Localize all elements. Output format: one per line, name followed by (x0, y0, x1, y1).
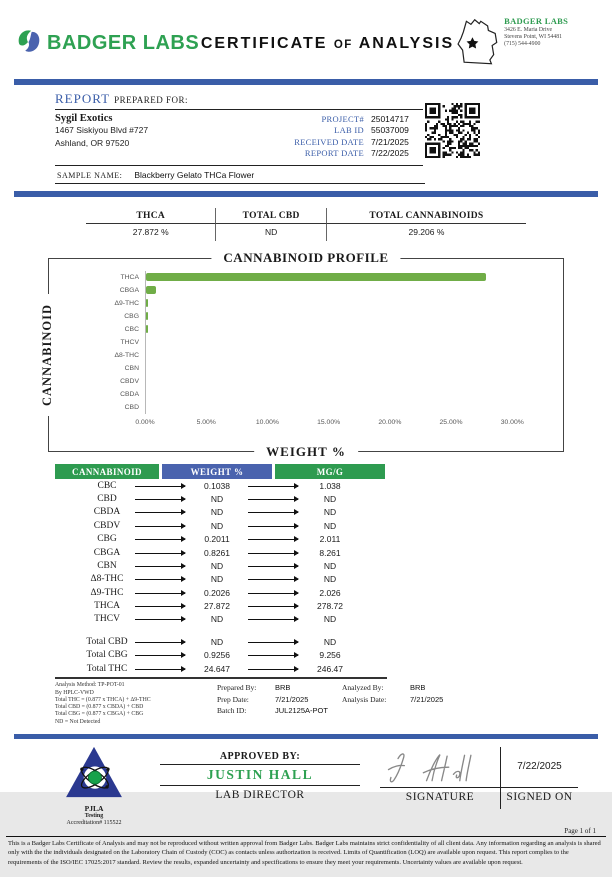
table-row (55, 635, 387, 648)
weight-value: 0.1038 (204, 480, 230, 491)
chart-category-label: CBD (124, 403, 139, 411)
cannabinoid-name: CBGA (93, 547, 121, 558)
mgg-value: 278.72 (317, 601, 343, 612)
chart-bar-row (61, 362, 549, 375)
chart-category-label: CBDA (120, 390, 139, 398)
client-block (55, 113, 148, 160)
chart-bar-track (145, 284, 549, 297)
weight-value: 24.647 (204, 663, 230, 674)
client-address1: 1467 Siskiyou Blvd #727 (55, 125, 149, 135)
table-row (55, 613, 387, 626)
page-number: Page 1 of 1 (564, 827, 596, 836)
arrow-icon (135, 499, 185, 500)
chart-category-label: Δ8-THC (114, 351, 139, 359)
pjla-logo-icon (63, 786, 125, 803)
summary-value-total-cbd: ND (215, 224, 326, 241)
table-gap (55, 626, 387, 635)
report-meta (294, 114, 423, 160)
prepared-by-value: BRB (275, 683, 291, 693)
arrow-icon (248, 499, 298, 500)
arrow-icon (135, 566, 185, 567)
arrow-icon (248, 655, 298, 656)
mgg-value: 9.256 (319, 650, 341, 661)
chart-category-label: CBGA (119, 286, 139, 294)
summary-header-total-cannabinoids: TOTAL CANNABINOIDS (326, 208, 526, 224)
chart-bar-track (145, 271, 549, 284)
stamp-address1: 3426 E. Maria Drive (504, 26, 553, 33)
analysis-date-label: Analysis Date: (341, 694, 387, 704)
mgg-value: 2.011 (319, 534, 341, 545)
approved-by-block (160, 749, 360, 804)
batch-id-value: JUL2125A-POT (275, 705, 328, 715)
chart-tick-label: 25.00% (439, 418, 463, 426)
chart-bar-row (61, 349, 549, 362)
cannabinoid-name: Total CBD (86, 636, 128, 647)
pjla-accreditation-number: Accreditation# 115522 (66, 820, 122, 827)
chart-category-label: CBG (124, 312, 139, 320)
arrow-icon (248, 486, 298, 487)
table-row (55, 479, 387, 492)
cannabinoid-name: CBD (97, 493, 117, 504)
arrow-icon (248, 619, 298, 620)
results-table (55, 464, 387, 679)
prepared-block (217, 682, 328, 725)
report-meta-row (294, 125, 423, 136)
chart-bar-track (145, 362, 549, 375)
chart-bar-track (145, 310, 549, 323)
pjla-name: PJLA (84, 803, 104, 813)
arrow-icon (248, 593, 298, 594)
footnotes (55, 682, 545, 725)
chart-tick-label: 30.00% (500, 418, 524, 426)
chart-x-axis-label: WEIGHT % (254, 444, 358, 460)
chart-title: CANNABINOID PROFILE (211, 250, 400, 266)
cannabinoid-name: CBC (97, 480, 117, 491)
summary-header-total-cbd: TOTAL CBD (215, 208, 326, 224)
chart-bar (146, 312, 148, 320)
chart-tick-label: 5.00% (196, 418, 216, 426)
weight-value: ND (210, 520, 224, 531)
cannabinoid-name: CBG (97, 534, 117, 545)
meta-value: 55037009 (371, 125, 409, 136)
report-meta-row (294, 148, 423, 159)
sample-name-value: Blackberry Gelato THCa Flower (134, 169, 255, 180)
summary-value-thca: 27.872 % (132, 226, 169, 237)
mgg-value: 246.47 (317, 663, 343, 674)
chart-tick-label: 10.00% (255, 418, 279, 426)
footer-rule (6, 836, 606, 837)
report-meta-row (294, 137, 423, 148)
method-note-line: Total CBD = (0.877 x CBDA) + CBD (55, 704, 144, 711)
method-note-line: Analysis Method: TP-POT-01 (55, 682, 125, 689)
summary-table (86, 208, 526, 241)
chart-bar-track (145, 297, 549, 310)
arrow-icon (135, 655, 185, 656)
cannabinoid-name: Δ9-THC (90, 587, 124, 598)
pjla-accreditation-block (48, 745, 140, 828)
title-word-certificate: CERTIFICATE (200, 34, 328, 52)
meta-label: LAB ID (334, 125, 364, 136)
weight-value: ND (210, 614, 224, 625)
badger-leaf-icon (16, 27, 42, 60)
chart-bar-row (61, 284, 549, 297)
weight-value: ND (210, 560, 224, 571)
signature-label: SIGNATURE (380, 788, 501, 809)
mgg-value: ND (323, 493, 337, 504)
cannabinoid-name: THCA (94, 601, 120, 612)
table-row (55, 573, 387, 586)
chart-x-ticks (135, 418, 549, 429)
lab-address-stamp (454, 16, 596, 71)
sample-name-row (55, 166, 425, 184)
arrow-icon (248, 512, 298, 513)
report-section (55, 90, 572, 191)
signature-block (380, 747, 578, 809)
chart-bar (146, 286, 156, 294)
analyzed-block (342, 682, 443, 725)
cannabinoid-name: CBDA (93, 507, 121, 518)
arrow-icon (135, 619, 185, 620)
mgg-value: 8.261 (319, 547, 341, 558)
qr-code (425, 103, 480, 163)
chart-bar-row (61, 375, 549, 388)
chart-bar-track (145, 375, 549, 388)
chart-tick-label: 0.00% (135, 418, 155, 426)
approved-by-label: APPROVED BY: (160, 749, 360, 765)
arrow-icon (248, 526, 298, 527)
arrow-icon (248, 642, 298, 643)
batch-id-label: Batch ID: (217, 705, 247, 715)
chart-bar-track (145, 349, 549, 362)
mgg-value: ND (323, 574, 337, 585)
table-row (55, 559, 387, 572)
header (0, 0, 612, 79)
chart-bar-track (145, 323, 549, 336)
table-row (55, 492, 387, 505)
stamp-lab-name: BADGER LABS (504, 16, 569, 26)
chart-tick-label: 20.00% (378, 418, 402, 426)
method-note-line: By HPLC-VWD (55, 689, 94, 696)
arrow-icon (135, 512, 185, 513)
method-notes (55, 682, 203, 725)
cannabinoid-name: CBN (97, 560, 117, 571)
approver-role: LAB DIRECTOR (215, 788, 305, 801)
wisconsin-outline-icon (454, 16, 500, 71)
sample-name-label: SAMPLE NAME: (57, 170, 123, 180)
badger-labs-logo (16, 27, 201, 60)
arrow-icon (248, 539, 298, 540)
chart-category-label: Δ9-THC (114, 299, 139, 307)
chart-plot-area (61, 271, 549, 414)
signed-date: 7/22/2025 (501, 747, 578, 788)
weight-value: 0.9256 (204, 650, 230, 661)
weight-value: 0.2026 (204, 587, 230, 598)
chart-category-label: THCV (120, 338, 139, 346)
prep-date-value: 7/21/2025 (275, 694, 309, 704)
cannabinoid-name: Δ8-THC (90, 574, 124, 585)
chart-bar-row (61, 310, 549, 323)
disclaimer-text: This is a Badger Labs Certificate of Analysis and may not be reproduced without written approval from Badger Labs. Badger Labs maintains strict confidentiality of all client data. Any information regarding an analysis is shared only with the the individuals designated on the Laboratory Chain of Custody (COC) as contacts unless authorization is received. Limits of Quantification (LOQ) are available upon request. This report complies to the requirements of the ISO/IEC 17025:2017 standard. Review the results, expanded uncertainty and specifications to ensure they meet your requirements. Uncertainty values are available upon request. (8, 840, 601, 866)
arrow-icon (135, 579, 185, 580)
chart-category-label: CBN (124, 364, 139, 372)
arrow-icon (248, 566, 298, 567)
meta-value: 7/22/2025 (371, 148, 409, 159)
meta-label: REPORT DATE (304, 148, 364, 159)
mgg-value: ND (323, 520, 337, 531)
weight-value: ND (210, 507, 224, 518)
chart-bar-track (145, 401, 549, 414)
table-row (55, 649, 387, 662)
weight-value: 0.2011 (204, 534, 230, 545)
table-end-line (55, 677, 387, 679)
results-table-totals (55, 635, 387, 675)
meta-label: PROJECT# (321, 114, 364, 124)
chart-bar-track (145, 388, 549, 401)
mgg-value: ND (323, 614, 337, 625)
arrow-icon (135, 606, 185, 607)
chart-bar (146, 273, 486, 281)
arrow-icon (135, 553, 185, 554)
footer (0, 827, 612, 876)
approval-section (48, 745, 578, 828)
client-name: Sygil Exotics (55, 113, 113, 124)
arrow-icon (248, 553, 298, 554)
table-row (55, 532, 387, 545)
arrow-icon (248, 579, 298, 580)
chart-tick-label: 15.00% (317, 418, 341, 426)
meta-label: RECEIVED DATE (294, 136, 364, 147)
meta-value: 7/21/2025 (371, 136, 409, 147)
chart-bar-track (145, 336, 549, 349)
chart-category-label: THCA (120, 273, 139, 281)
divider-bar-3 (14, 734, 598, 739)
method-note-line: Total THC = (0.877 x THCA) + Δ9-THC (55, 696, 151, 703)
table-row (55, 519, 387, 532)
pjla-sub: Testing (84, 812, 104, 819)
analyzed-by-label: Analyzed By: (341, 683, 384, 693)
meta-value: 25014717 (371, 114, 409, 124)
chart-bar (146, 299, 148, 307)
table-row (55, 506, 387, 519)
divider-bar-top (14, 79, 598, 85)
arrow-icon (135, 642, 185, 643)
method-note-line: ND = Not Detected (55, 718, 101, 725)
report-meta-row (294, 114, 423, 125)
weight-value: 27.872 (204, 601, 230, 612)
cannabinoid-name: Total THC (86, 663, 128, 674)
page-title (201, 35, 454, 53)
mgg-value: ND (323, 636, 337, 647)
chart-bar-row (61, 323, 549, 336)
approver-name: JUSTIN HALL (160, 765, 360, 786)
analysis-date-value: 7/21/2025 (409, 694, 444, 704)
stamp-address2: Stevens Point, WI 54481 (504, 33, 563, 40)
table-row (55, 546, 387, 559)
weight-value: ND (210, 574, 224, 585)
cannabinoid-name: Total CBG (86, 650, 128, 661)
client-address2: Ashland, OR 97520 (55, 137, 130, 148)
signature (380, 747, 501, 788)
arrow-icon (248, 606, 298, 607)
arrow-icon (135, 486, 185, 487)
chart-bar-row (61, 336, 549, 349)
cannabinoid-profile-chart (40, 249, 564, 459)
table-row (55, 662, 387, 675)
cannabinoid-name: THCV (94, 614, 120, 625)
col-header-cannabinoid: CANNABINOID (55, 464, 159, 479)
prepared-by-label: Prepared By: (217, 683, 257, 693)
weight-value: ND (210, 636, 224, 647)
arrow-icon (135, 526, 185, 527)
divider-bar-2 (14, 191, 598, 197)
title-word-of: OF (333, 38, 353, 51)
weight-value: ND (210, 493, 224, 504)
arrow-icon (135, 593, 185, 594)
arrow-icon (135, 669, 185, 670)
mgg-value: ND (323, 507, 337, 518)
results-table-body (55, 479, 387, 626)
chart-bar (146, 325, 148, 333)
method-note-line: Total CBG = (0.877 x CBGA) + CBG (55, 711, 144, 718)
chart-y-axis-label: CANNABINOID (40, 294, 55, 416)
chart-bar-row (61, 388, 549, 401)
signed-on-label: SIGNED ON (506, 790, 573, 803)
summary-value-total-cannabinoids: 29.206 % (326, 224, 526, 241)
summary-header-thca: THCA (86, 208, 215, 224)
table-row (55, 586, 387, 599)
report-heading (55, 90, 423, 110)
title-word-analysis: ANALYSIS (358, 34, 455, 52)
weight-value: 0.8261 (204, 547, 230, 558)
mgg-value: ND (323, 560, 337, 571)
analyzed-by-value: BRB (409, 683, 426, 693)
logo-text: BADGER LABS (47, 32, 200, 54)
mgg-value: 2.026 (319, 587, 341, 598)
col-header-weight: WEIGHT % (162, 464, 272, 479)
arrow-icon (135, 539, 185, 540)
cannabinoid-name: CBDV (93, 520, 121, 531)
stamp-phone: (715) 544-4900 (504, 41, 541, 48)
arrow-icon (248, 669, 298, 670)
col-header-mgg: MG/G (275, 464, 385, 479)
chart-bar-row (61, 401, 549, 414)
report-word: REPORT (55, 91, 111, 106)
table-row (55, 599, 387, 612)
chart-category-label: CBC (124, 325, 139, 333)
chart-category-label: CBDV (120, 377, 139, 385)
results-table-header (55, 464, 387, 479)
prep-date-label: Prep Date: (217, 694, 249, 704)
chart-bar-row (61, 271, 549, 284)
chart-bar-row (61, 297, 549, 310)
prepared-for-label: PREPARED FOR: (114, 95, 189, 105)
mgg-value: 1.038 (319, 480, 341, 491)
